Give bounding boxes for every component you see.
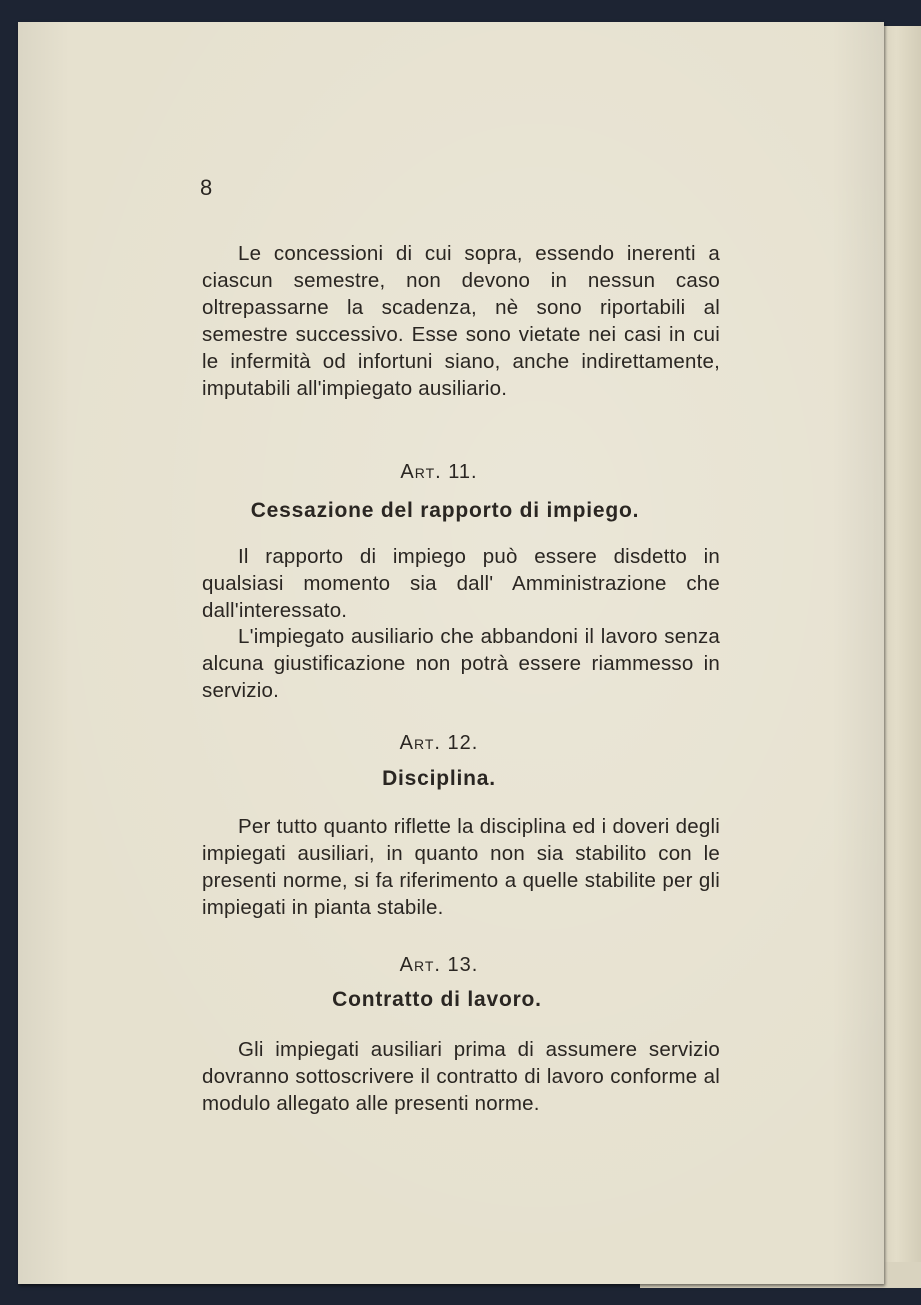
article-paragraph: Il rapporto di impiego può essere disdetto in qualsiasi momento sia dall' Amministrazione che dall'interessato. bbox=[202, 545, 720, 622]
article-title: Contratto di lavoro. bbox=[332, 988, 542, 1011]
article-title: Cessazione del rapporto di impiego. bbox=[250, 499, 640, 522]
article-paragraph: Gli impiegati ausiliari prima di assumere servizio dovranno sottoscrivere il contratto di lavoro conforme al modulo allegato alle presenti norme. bbox=[202, 1038, 720, 1115]
article-paragraph: L'impiegato ausiliario che abbandoni il lavoro senza alcuna giustificazione non potrà essere riammesso in servizio. bbox=[202, 625, 720, 702]
document-page bbox=[18, 22, 884, 1284]
article-title: Disciplina. bbox=[382, 767, 496, 790]
article-label: Art. 11. bbox=[400, 461, 478, 483]
intro-paragraph: Le concessioni di cui sopra, essendo inerenti a ciascun semestre, non devono in nessun caso oltrepassarne la scadenza, nè sono riportabili al semestre successivo. Esse sono vietate nei casi in cui le infermità od infortuni siano, anche indirettamente, imputabili all'impiegato ausiliario. bbox=[202, 242, 720, 400]
page-number: 8 bbox=[200, 175, 213, 200]
article-paragraph: Per tutto quanto riflette la disciplina ed i doveri degli impiegati ausiliari, in quanto non sia stabilito con le presenti norme, si fa riferimento a quelle stabilite per gli impiegati in pianta stabile. bbox=[202, 815, 720, 919]
article-label: Art. 12. bbox=[399, 732, 479, 754]
article-label: Art. 13. bbox=[399, 954, 479, 976]
page-content bbox=[18, 22, 884, 1284]
page-edge-right bbox=[878, 26, 921, 1288]
